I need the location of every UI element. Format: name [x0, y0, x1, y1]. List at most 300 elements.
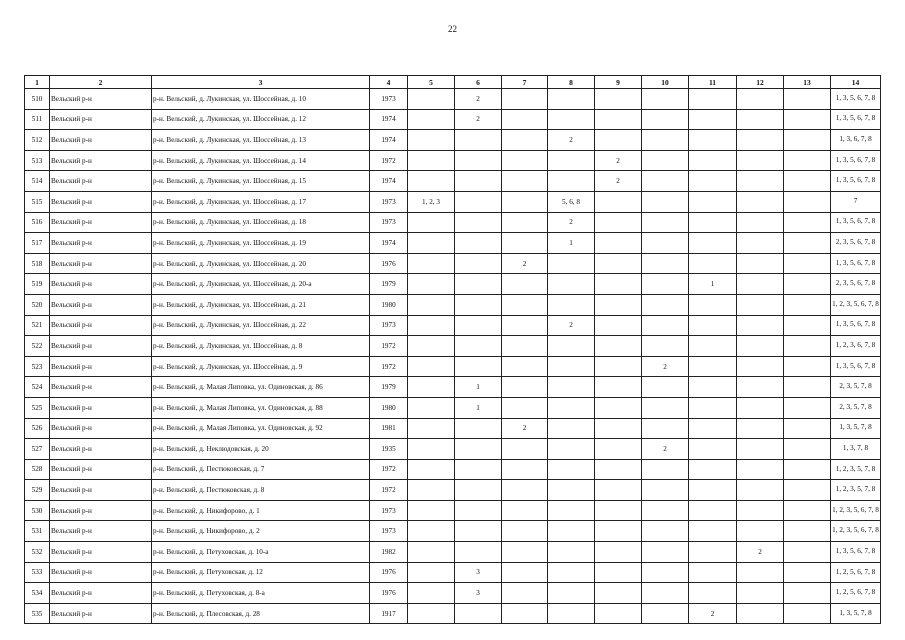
- cell-col-1: 523: [25, 356, 50, 377]
- cell-col-3: р-н. Вельский, д. Плесовская, д. 28: [152, 603, 370, 624]
- cell-col-3: р-н. Вельский, д. Малая Липовка, ул. Одиновская, д. 92: [152, 418, 370, 439]
- cell-col-14: 1, 3, 5, 6, 7, 8: [831, 150, 881, 171]
- cell-col-5: [408, 397, 455, 418]
- cell-col-13: [784, 253, 831, 274]
- cell-col-1: 513: [25, 150, 50, 171]
- cell-col-8: [548, 274, 595, 295]
- cell-col-9: [595, 294, 642, 315]
- cell-col-6: 3: [455, 583, 502, 604]
- column-header-3: 3: [152, 76, 370, 89]
- cell-col-12: [737, 377, 784, 398]
- cell-col-4: 1982: [370, 542, 408, 563]
- cell-col-7: [502, 459, 548, 480]
- cell-col-10: [642, 191, 689, 212]
- cell-col-3: р-н. Вельский, д. Лукинская, ул. Шоссейная, д. 10: [152, 89, 370, 110]
- cell-col-13: [784, 315, 831, 336]
- cell-col-4: 1974: [370, 109, 408, 130]
- register-table: [24, 75, 881, 624]
- cell-col-3: р-н. Вельский, д. Лукинская, ул. Шоссейная, д. 12: [152, 109, 370, 130]
- cell-col-2: Вельский р-н: [50, 89, 152, 110]
- cell-col-11: [689, 459, 737, 480]
- cell-col-13: [784, 130, 831, 151]
- cell-col-2: Вельский р-н: [50, 274, 152, 295]
- column-header-1: 1: [25, 76, 50, 89]
- cell-col-13: [784, 500, 831, 521]
- cell-col-7: [502, 233, 548, 254]
- cell-col-9: [595, 562, 642, 583]
- cell-col-2: Вельский р-н: [50, 109, 152, 130]
- table-row: [25, 397, 881, 418]
- cell-col-10: [642, 480, 689, 501]
- cell-col-1: 533: [25, 562, 50, 583]
- cell-col-2: Вельский р-н: [50, 191, 152, 212]
- cell-col-2: Вельский р-н: [50, 500, 152, 521]
- cell-col-14: 1, 3, 5, 6, 7, 8: [831, 315, 881, 336]
- cell-col-1: 519: [25, 274, 50, 295]
- cell-col-5: [408, 603, 455, 624]
- cell-col-10: 2: [642, 439, 689, 460]
- cell-col-6: [455, 274, 502, 295]
- cell-col-3: р-н. Вельский, д. Лукинская, ул. Шоссейная, д. 8: [152, 336, 370, 357]
- cell-col-13: [784, 109, 831, 130]
- cell-col-9: [595, 233, 642, 254]
- cell-col-12: [737, 439, 784, 460]
- cell-col-6: 2: [455, 109, 502, 130]
- cell-col-5: [408, 109, 455, 130]
- cell-col-11: 1: [689, 274, 737, 295]
- cell-col-9: [595, 336, 642, 357]
- cell-col-14: 1, 2, 3, 6, 7, 8: [831, 336, 881, 357]
- table-row: [25, 233, 881, 254]
- cell-col-9: [595, 459, 642, 480]
- table-row: [25, 191, 881, 212]
- cell-col-6: [455, 603, 502, 624]
- cell-col-9: [595, 212, 642, 233]
- cell-col-1: 527: [25, 439, 50, 460]
- table-row: [25, 418, 881, 439]
- cell-col-7: [502, 397, 548, 418]
- column-header-7: 7: [502, 76, 548, 89]
- cell-col-11: [689, 294, 737, 315]
- table-row: [25, 377, 881, 398]
- cell-col-3: р-н. Вельский, д. Лукинская, ул. Шоссейная, д. 14: [152, 150, 370, 171]
- cell-col-6: [455, 315, 502, 336]
- cell-col-7: [502, 439, 548, 460]
- cell-col-6: [455, 171, 502, 192]
- cell-col-7: [502, 109, 548, 130]
- cell-col-10: [642, 130, 689, 151]
- cell-col-13: [784, 356, 831, 377]
- column-header-8: 8: [548, 76, 595, 89]
- cell-col-2: Вельский р-н: [50, 480, 152, 501]
- cell-col-5: [408, 583, 455, 604]
- cell-col-12: [737, 315, 784, 336]
- cell-col-8: [548, 603, 595, 624]
- cell-col-3: р-н. Вельский, д. Неклюдовская, д. 20: [152, 439, 370, 460]
- cell-col-12: [737, 89, 784, 110]
- cell-col-4: 1974: [370, 171, 408, 192]
- column-header-2: 2: [50, 76, 152, 89]
- cell-col-5: [408, 274, 455, 295]
- cell-col-4: 1979: [370, 377, 408, 398]
- table-row: [25, 109, 881, 130]
- cell-col-7: [502, 603, 548, 624]
- cell-col-13: [784, 233, 831, 254]
- cell-col-6: [455, 459, 502, 480]
- cell-col-8: [548, 89, 595, 110]
- cell-col-1: 517: [25, 233, 50, 254]
- cell-col-1: 535: [25, 603, 50, 624]
- cell-col-4: 1976: [370, 583, 408, 604]
- cell-col-12: [737, 233, 784, 254]
- cell-col-1: 521: [25, 315, 50, 336]
- cell-col-12: [737, 500, 784, 521]
- table-row: [25, 480, 881, 501]
- cell-col-3: р-н. Вельский, д. Малая Липовка, ул. Одиновская, д. 86: [152, 377, 370, 398]
- cell-col-3: р-н. Вельский, д. Лукинская, ул. Шоссейная, д. 13: [152, 130, 370, 151]
- cell-col-6: [455, 521, 502, 542]
- cell-col-9: [595, 377, 642, 398]
- cell-col-13: [784, 274, 831, 295]
- cell-col-8: [548, 500, 595, 521]
- cell-col-3: р-н. Вельский, д. Лукинская, ул. Шоссейная, д. 15: [152, 171, 370, 192]
- cell-col-9: [595, 130, 642, 151]
- cell-col-8: [548, 294, 595, 315]
- cell-col-14: 1, 2, 3, 5, 7, 8: [831, 480, 881, 501]
- cell-col-2: Вельский р-н: [50, 542, 152, 563]
- cell-col-12: [737, 418, 784, 439]
- cell-col-14: 2, 3, 5, 7, 8: [831, 397, 881, 418]
- cell-col-1: 522: [25, 336, 50, 357]
- column-header-5: 5: [408, 76, 455, 89]
- cell-col-3: р-н. Вельский, д. Лукинская, ул. Шоссейная, д. 17: [152, 191, 370, 212]
- cell-col-13: [784, 480, 831, 501]
- cell-col-10: [642, 253, 689, 274]
- cell-col-5: [408, 418, 455, 439]
- cell-col-10: [642, 212, 689, 233]
- cell-col-4: 1976: [370, 253, 408, 274]
- table-row: [25, 439, 881, 460]
- cell-col-11: [689, 130, 737, 151]
- cell-col-2: Вельский р-н: [50, 397, 152, 418]
- cell-col-14: 1, 2, 3, 5, 6, 7, 8: [831, 500, 881, 521]
- cell-col-3: р-н. Вельский, д. Никифорово, д. 2: [152, 521, 370, 542]
- cell-col-10: [642, 109, 689, 130]
- cell-col-14: 7: [831, 191, 881, 212]
- cell-col-4: 1976: [370, 562, 408, 583]
- cell-col-6: [455, 191, 502, 212]
- cell-col-8: [548, 171, 595, 192]
- table-row: [25, 315, 881, 336]
- cell-col-9: 2: [595, 150, 642, 171]
- cell-col-11: [689, 171, 737, 192]
- cell-col-9: [595, 315, 642, 336]
- cell-col-13: [784, 294, 831, 315]
- cell-col-10: [642, 274, 689, 295]
- cell-col-12: [737, 191, 784, 212]
- cell-col-14: 1, 3, 5, 7, 8: [831, 418, 881, 439]
- cell-col-8: [548, 150, 595, 171]
- table-row: [25, 521, 881, 542]
- column-header-6: 6: [455, 76, 502, 89]
- cell-col-2: Вельский р-н: [50, 583, 152, 604]
- cell-col-8: [548, 356, 595, 377]
- cell-col-14: 1, 3, 5, 6, 7, 8: [831, 356, 881, 377]
- cell-col-13: [784, 212, 831, 233]
- cell-col-7: 2: [502, 253, 548, 274]
- cell-col-2: Вельский р-н: [50, 521, 152, 542]
- cell-col-8: [548, 480, 595, 501]
- cell-col-7: [502, 542, 548, 563]
- cell-col-7: [502, 212, 548, 233]
- cell-col-8: 2: [548, 315, 595, 336]
- cell-col-12: [737, 109, 784, 130]
- cell-col-1: 526: [25, 418, 50, 439]
- cell-col-13: [784, 377, 831, 398]
- cell-col-5: 1, 2, 3: [408, 191, 455, 212]
- table-row: [25, 562, 881, 583]
- cell-col-12: [737, 480, 784, 501]
- cell-col-2: Вельский р-н: [50, 562, 152, 583]
- cell-col-10: [642, 418, 689, 439]
- cell-col-2: Вельский р-н: [50, 150, 152, 171]
- cell-col-5: [408, 500, 455, 521]
- cell-col-8: [548, 521, 595, 542]
- cell-col-12: [737, 356, 784, 377]
- table-row: [25, 542, 881, 563]
- table-row: [25, 583, 881, 604]
- cell-col-7: 2: [502, 418, 548, 439]
- cell-col-6: [455, 294, 502, 315]
- cell-col-13: [784, 418, 831, 439]
- cell-col-6: 2: [455, 89, 502, 110]
- cell-col-11: [689, 191, 737, 212]
- table-row: [25, 459, 881, 480]
- cell-col-1: 511: [25, 109, 50, 130]
- table-row: [25, 294, 881, 315]
- cell-col-13: [784, 583, 831, 604]
- cell-col-4: 1973: [370, 212, 408, 233]
- cell-col-8: [548, 109, 595, 130]
- cell-col-1: 514: [25, 171, 50, 192]
- column-header-14: 14: [831, 76, 881, 89]
- cell-col-8: 2: [548, 130, 595, 151]
- cell-col-3: р-н. Вельский, д. Лукинская, ул. Шоссейная, д. 21: [152, 294, 370, 315]
- cell-col-7: [502, 315, 548, 336]
- cell-col-1: 531: [25, 521, 50, 542]
- cell-col-3: р-н. Вельский, д. Пестюковская, д. 8: [152, 480, 370, 501]
- cell-col-11: [689, 500, 737, 521]
- cell-col-10: [642, 500, 689, 521]
- column-header-9: 9: [595, 76, 642, 89]
- table-row: [25, 150, 881, 171]
- cell-col-13: [784, 397, 831, 418]
- cell-col-7: [502, 294, 548, 315]
- cell-col-13: [784, 336, 831, 357]
- cell-col-7: [502, 89, 548, 110]
- cell-col-6: [455, 439, 502, 460]
- cell-col-4: 1972: [370, 150, 408, 171]
- cell-col-1: 515: [25, 191, 50, 212]
- cell-col-3: р-н. Вельский, д. Петуховская, д. 12: [152, 562, 370, 583]
- cell-col-11: [689, 212, 737, 233]
- cell-col-8: 5, 6, 8: [548, 191, 595, 212]
- cell-col-6: [455, 500, 502, 521]
- cell-col-12: [737, 603, 784, 624]
- cell-col-3: р-н. Вельский, д. Лукинская, ул. Шоссейная, д. 20: [152, 253, 370, 274]
- cell-col-4: 1973: [370, 521, 408, 542]
- cell-col-14: 1, 2, 5, 6, 7, 8: [831, 562, 881, 583]
- cell-col-12: [737, 274, 784, 295]
- cell-col-5: [408, 294, 455, 315]
- cell-col-5: [408, 542, 455, 563]
- cell-col-4: 1972: [370, 356, 408, 377]
- cell-col-7: [502, 377, 548, 398]
- column-header-11: 11: [689, 76, 737, 89]
- cell-col-2: Вельский р-н: [50, 212, 152, 233]
- cell-col-10: [642, 336, 689, 357]
- cell-col-11: [689, 397, 737, 418]
- cell-col-7: [502, 583, 548, 604]
- cell-col-9: [595, 397, 642, 418]
- cell-col-9: [595, 439, 642, 460]
- cell-col-11: [689, 150, 737, 171]
- cell-col-9: [595, 480, 642, 501]
- cell-col-9: [595, 418, 642, 439]
- cell-col-5: [408, 253, 455, 274]
- cell-col-12: [737, 397, 784, 418]
- cell-col-10: [642, 562, 689, 583]
- cell-col-12: [737, 521, 784, 542]
- cell-col-3: р-н. Вельский, д. Петуховская, д. 8-а: [152, 583, 370, 604]
- cell-col-4: 1973: [370, 315, 408, 336]
- cell-col-5: [408, 480, 455, 501]
- cell-col-9: [595, 583, 642, 604]
- cell-col-9: [595, 109, 642, 130]
- cell-col-14: 2, 3, 5, 6, 7, 8: [831, 274, 881, 295]
- cell-col-5: [408, 356, 455, 377]
- cell-col-14: 1, 2, 3, 5, 6, 7, 8: [831, 521, 881, 542]
- cell-col-9: [595, 274, 642, 295]
- cell-col-12: [737, 562, 784, 583]
- cell-col-14: 1, 2, 3, 5, 7, 8: [831, 459, 881, 480]
- cell-col-6: [455, 336, 502, 357]
- cell-col-8: [548, 542, 595, 563]
- cell-col-7: [502, 171, 548, 192]
- cell-col-2: Вельский р-н: [50, 233, 152, 254]
- table-row: [25, 89, 881, 110]
- header-row: [25, 76, 881, 89]
- cell-col-3: р-н. Вельский, д. Лукинская, ул. Шоссейная, д. 9: [152, 356, 370, 377]
- cell-col-10: [642, 233, 689, 254]
- cell-col-13: [784, 150, 831, 171]
- cell-col-3: р-н. Вельский, д. Лукинская, ул. Шоссейная, д. 20-а: [152, 274, 370, 295]
- cell-col-1: 534: [25, 583, 50, 604]
- cell-col-3: р-н. Вельский, д. Пестюковская, д. 7: [152, 459, 370, 480]
- cell-col-2: Вельский р-н: [50, 603, 152, 624]
- cell-col-10: [642, 459, 689, 480]
- cell-col-14: 1, 3, 5, 6, 7, 8: [831, 253, 881, 274]
- cell-col-9: [595, 500, 642, 521]
- cell-col-10: [642, 171, 689, 192]
- cell-col-5: [408, 171, 455, 192]
- cell-col-12: [737, 253, 784, 274]
- cell-col-2: Вельский р-н: [50, 253, 152, 274]
- cell-col-13: [784, 439, 831, 460]
- cell-col-7: [502, 356, 548, 377]
- cell-col-4: 1981: [370, 418, 408, 439]
- cell-col-14: 1, 3, 5, 6, 7, 8: [831, 542, 881, 563]
- cell-col-13: [784, 191, 831, 212]
- table-row: [25, 130, 881, 151]
- cell-col-1: 520: [25, 294, 50, 315]
- cell-col-7: [502, 500, 548, 521]
- cell-col-14: 1, 3, 7, 8: [831, 439, 881, 460]
- cell-col-13: [784, 171, 831, 192]
- cell-col-2: Вельский р-н: [50, 459, 152, 480]
- cell-col-8: [548, 583, 595, 604]
- cell-col-6: [455, 356, 502, 377]
- cell-col-4: 1973: [370, 89, 408, 110]
- cell-col-11: [689, 418, 737, 439]
- cell-col-5: [408, 212, 455, 233]
- table-row: [25, 274, 881, 295]
- cell-col-12: [737, 130, 784, 151]
- column-header-13: 13: [784, 76, 831, 89]
- cell-col-14: 1, 3, 5, 6, 7, 8: [831, 89, 881, 110]
- cell-col-12: [737, 212, 784, 233]
- cell-col-1: 518: [25, 253, 50, 274]
- cell-col-14: 1, 2, 3, 5, 6, 7, 8: [831, 294, 881, 315]
- cell-col-4: 1972: [370, 336, 408, 357]
- table-row: [25, 171, 881, 192]
- column-header-10: 10: [642, 76, 689, 89]
- cell-col-11: [689, 480, 737, 501]
- cell-col-11: 2: [689, 603, 737, 624]
- cell-col-8: 1: [548, 233, 595, 254]
- page-number: 22: [448, 24, 457, 34]
- cell-col-5: [408, 459, 455, 480]
- cell-col-5: [408, 562, 455, 583]
- cell-col-11: [689, 377, 737, 398]
- cell-col-11: [689, 253, 737, 274]
- cell-col-5: [408, 315, 455, 336]
- cell-col-14: 1, 3, 5, 7, 8: [831, 603, 881, 624]
- cell-col-7: [502, 274, 548, 295]
- cell-col-6: [455, 253, 502, 274]
- table-row: [25, 603, 881, 624]
- cell-col-4: 1973: [370, 191, 408, 212]
- cell-col-11: [689, 336, 737, 357]
- cell-col-5: [408, 377, 455, 398]
- cell-col-1: 530: [25, 500, 50, 521]
- cell-col-3: р-н. Вельский, д. Петуховская, д. 10-а: [152, 542, 370, 563]
- cell-col-8: [548, 562, 595, 583]
- cell-col-6: 1: [455, 397, 502, 418]
- cell-col-13: [784, 562, 831, 583]
- cell-col-14: 1, 3, 6, 7, 8: [831, 130, 881, 151]
- table-row: [25, 356, 881, 377]
- cell-col-14: 2, 3, 5, 6, 7, 8: [831, 233, 881, 254]
- cell-col-7: [502, 191, 548, 212]
- cell-col-4: 1972: [370, 480, 408, 501]
- cell-col-12: [737, 294, 784, 315]
- cell-col-4: 1980: [370, 397, 408, 418]
- cell-col-1: 512: [25, 130, 50, 151]
- cell-col-5: [408, 150, 455, 171]
- cell-col-7: [502, 480, 548, 501]
- cell-col-11: [689, 542, 737, 563]
